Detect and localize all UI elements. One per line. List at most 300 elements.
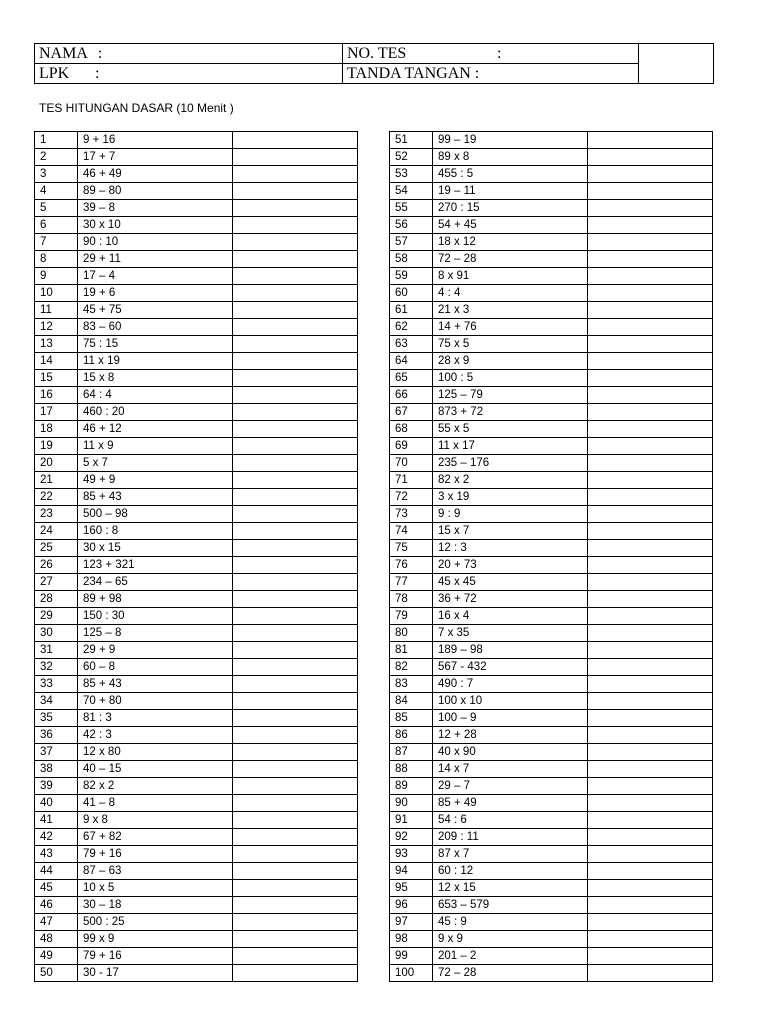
- question-number: 49: [35, 948, 78, 965]
- answer-cell[interactable]: [588, 540, 713, 557]
- answer-cell[interactable]: [233, 676, 358, 693]
- question-expression: 60 – 8: [78, 659, 233, 676]
- answer-cell[interactable]: [233, 591, 358, 608]
- question-expression: 100 : 5: [433, 370, 588, 387]
- question-row: [390, 455, 713, 472]
- question-number: 23: [35, 506, 78, 523]
- question-row: [390, 574, 713, 591]
- answer-cell[interactable]: [588, 149, 713, 166]
- question-number: 87: [390, 744, 433, 761]
- question-row: [35, 778, 358, 795]
- question-row: [35, 421, 358, 438]
- question-expression: 36 + 72: [433, 591, 588, 608]
- question-expression: 14 x 7: [433, 761, 588, 778]
- answer-cell[interactable]: [233, 302, 358, 319]
- question-row: [390, 438, 713, 455]
- question-number: 10: [35, 285, 78, 302]
- question-expression: 45 : 9: [433, 914, 588, 931]
- question-row: [35, 914, 358, 931]
- question-number: 60: [390, 285, 433, 302]
- answer-cell[interactable]: [588, 761, 713, 778]
- question-row: [390, 710, 713, 727]
- answer-cell[interactable]: [588, 897, 713, 914]
- answer-cell[interactable]: [588, 455, 713, 472]
- question-number: 74: [390, 523, 433, 540]
- answer-cell[interactable]: [233, 795, 358, 812]
- question-row: [390, 931, 713, 948]
- question-number: 51: [390, 132, 433, 149]
- answer-cell[interactable]: [588, 506, 713, 523]
- question-expression: 567 - 432: [433, 659, 588, 676]
- answer-cell[interactable]: [588, 829, 713, 846]
- question-number: 61: [390, 302, 433, 319]
- question-expression: 89 x 8: [433, 149, 588, 166]
- question-number: 13: [35, 336, 78, 353]
- question-row: [35, 863, 358, 880]
- answer-cell[interactable]: [233, 642, 358, 659]
- question-expression: 490 : 7: [433, 676, 588, 693]
- question-number: 99: [390, 948, 433, 965]
- answer-cell[interactable]: [233, 574, 358, 591]
- question-expression: 85 + 43: [78, 676, 233, 693]
- answer-cell[interactable]: [233, 710, 358, 727]
- answer-cell[interactable]: [233, 948, 358, 965]
- question-expression: 70 + 80: [78, 693, 233, 710]
- answer-cell[interactable]: [233, 183, 358, 200]
- question-row: [390, 863, 713, 880]
- answer-cell[interactable]: [233, 931, 358, 948]
- answer-cell[interactable]: [588, 200, 713, 217]
- question-expression: 45 x 45: [433, 574, 588, 591]
- question-expression: 30 - 17: [78, 965, 233, 982]
- question-expression: 45 + 75: [78, 302, 233, 319]
- question-expression: 100 x 10: [433, 693, 588, 710]
- question-row: [35, 948, 358, 965]
- answer-cell[interactable]: [588, 574, 713, 591]
- question-expression: 75 x 5: [433, 336, 588, 353]
- question-number: 46: [35, 897, 78, 914]
- question-number: 100: [390, 965, 433, 982]
- question-row: [390, 744, 713, 761]
- answer-cell[interactable]: [233, 744, 358, 761]
- answer-cell[interactable]: [233, 149, 358, 166]
- question-expression: 29 + 11: [78, 251, 233, 268]
- question-expression: 8 x 91: [433, 268, 588, 285]
- answer-cell[interactable]: [588, 591, 713, 608]
- test-title: TES HITUNGAN DASAR (10 Menit ): [39, 101, 234, 115]
- question-row: [35, 523, 358, 540]
- question-row: [35, 404, 358, 421]
- answer-cell[interactable]: [588, 183, 713, 200]
- answer-cell[interactable]: [588, 778, 713, 795]
- question-expression: 83 – 60: [78, 319, 233, 336]
- question-expression: 72 – 28: [433, 965, 588, 982]
- question-expression: 209 : 11: [433, 829, 588, 846]
- question-row: [35, 472, 358, 489]
- question-number: 3: [35, 166, 78, 183]
- answer-cell[interactable]: [233, 506, 358, 523]
- answer-cell[interactable]: [233, 863, 358, 880]
- answer-cell[interactable]: [233, 829, 358, 846]
- question-number: 63: [390, 336, 433, 353]
- question-expression: 87 x 7: [433, 846, 588, 863]
- answer-cell[interactable]: [233, 438, 358, 455]
- question-expression: 21 x 3: [433, 302, 588, 319]
- question-expression: 189 – 98: [433, 642, 588, 659]
- question-expression: 89 – 80: [78, 183, 233, 200]
- question-row: [35, 234, 358, 251]
- answer-cell[interactable]: [588, 285, 713, 302]
- answer-cell[interactable]: [233, 489, 358, 506]
- answer-cell[interactable]: [233, 540, 358, 557]
- question-expression: 234 – 65: [78, 574, 233, 591]
- answer-cell[interactable]: [588, 353, 713, 370]
- answer-cell[interactable]: [233, 727, 358, 744]
- answer-cell[interactable]: [233, 370, 358, 387]
- question-number: 88: [390, 761, 433, 778]
- question-expression: 12 : 3: [433, 540, 588, 557]
- question-row: [35, 574, 358, 591]
- question-expression: 29 – 7: [433, 778, 588, 795]
- question-number: 25: [35, 540, 78, 557]
- question-row: [390, 404, 713, 421]
- question-number: 18: [35, 421, 78, 438]
- question-expression: 99 x 9: [78, 931, 233, 948]
- answer-cell[interactable]: [588, 132, 713, 149]
- question-row: [35, 387, 358, 404]
- answer-cell[interactable]: [588, 863, 713, 880]
- question-expression: 81 : 3: [78, 710, 233, 727]
- question-number: 44: [35, 863, 78, 880]
- question-expression: 14 + 76: [433, 319, 588, 336]
- question-number: 15: [35, 370, 78, 387]
- question-expression: 54 + 45: [433, 217, 588, 234]
- answer-cell[interactable]: [588, 710, 713, 727]
- answer-cell[interactable]: [588, 387, 713, 404]
- question-number: 45: [35, 880, 78, 897]
- question-row: [390, 778, 713, 795]
- question-row: [390, 302, 713, 319]
- answer-cell[interactable]: [233, 404, 358, 421]
- question-number: 91: [390, 812, 433, 829]
- answer-cell[interactable]: [233, 200, 358, 217]
- answer-cell[interactable]: [588, 931, 713, 948]
- question-row: [35, 200, 358, 217]
- question-row: [390, 540, 713, 557]
- question-expression: 9 x 8: [78, 812, 233, 829]
- question-expression: 160 : 8: [78, 523, 233, 540]
- question-expression: 500 : 25: [78, 914, 233, 931]
- question-row: [390, 965, 713, 982]
- question-number: 28: [35, 591, 78, 608]
- question-row: [390, 387, 713, 404]
- answer-cell[interactable]: [233, 914, 358, 931]
- answer-cell[interactable]: [588, 523, 713, 540]
- answer-cell[interactable]: [588, 625, 713, 642]
- question-expression: 12 x 15: [433, 880, 588, 897]
- answer-cell[interactable]: [233, 387, 358, 404]
- answer-cell[interactable]: [588, 557, 713, 574]
- question-expression: 123 + 321: [78, 557, 233, 574]
- question-row: [35, 880, 358, 897]
- answer-cell[interactable]: [588, 846, 713, 863]
- question-expression: 125 – 8: [78, 625, 233, 642]
- question-expression: 4 : 4: [433, 285, 588, 302]
- answer-cell[interactable]: [588, 744, 713, 761]
- question-number: 79: [390, 608, 433, 625]
- question-expression: 16 x 4: [433, 608, 588, 625]
- question-number: 94: [390, 863, 433, 880]
- question-number: 62: [390, 319, 433, 336]
- answer-cell[interactable]: [588, 268, 713, 285]
- lpk-field[interactable]: [35, 64, 343, 84]
- question-number: 14: [35, 353, 78, 370]
- question-number: 58: [390, 251, 433, 268]
- answer-cell[interactable]: [588, 472, 713, 489]
- answer-cell[interactable]: [233, 132, 358, 149]
- question-row: [35, 608, 358, 625]
- answer-cell[interactable]: [588, 948, 713, 965]
- answer-cell[interactable]: [233, 659, 358, 676]
- question-row: [390, 268, 713, 285]
- answer-cell[interactable]: [233, 625, 358, 642]
- answer-cell[interactable]: [233, 472, 358, 489]
- question-number: 59: [390, 268, 433, 285]
- answer-cell[interactable]: [233, 166, 358, 183]
- question-row: [390, 336, 713, 353]
- question-row: [35, 166, 358, 183]
- answer-cell[interactable]: [588, 166, 713, 183]
- question-expression: 40 – 15: [78, 761, 233, 778]
- question-row: [35, 829, 358, 846]
- answer-cell[interactable]: [233, 778, 358, 795]
- question-number: 43: [35, 846, 78, 863]
- question-row: [390, 217, 713, 234]
- question-row: [35, 183, 358, 200]
- question-expression: 15 x 8: [78, 370, 233, 387]
- answer-cell[interactable]: [588, 336, 713, 353]
- answer-cell[interactable]: [588, 404, 713, 421]
- question-row: [390, 659, 713, 676]
- answer-cell[interactable]: [233, 285, 358, 302]
- question-row: [390, 812, 713, 829]
- answer-cell[interactable]: [233, 523, 358, 540]
- question-row: [390, 285, 713, 302]
- question-number: 6: [35, 217, 78, 234]
- question-row: [35, 489, 358, 506]
- question-number: 68: [390, 421, 433, 438]
- question-expression: 17 – 4: [78, 268, 233, 285]
- answer-cell[interactable]: [588, 489, 713, 506]
- question-expression: 7 x 35: [433, 625, 588, 642]
- question-number: 35: [35, 710, 78, 727]
- answer-cell[interactable]: [588, 217, 713, 234]
- question-number: 9: [35, 268, 78, 285]
- question-expression: 64 : 4: [78, 387, 233, 404]
- question-row: [390, 472, 713, 489]
- question-row: [390, 897, 713, 914]
- question-number: 39: [35, 778, 78, 795]
- question-number: 16: [35, 387, 78, 404]
- question-table-right: [389, 131, 713, 982]
- question-row: [35, 285, 358, 302]
- answer-cell[interactable]: [233, 812, 358, 829]
- question-row: [35, 438, 358, 455]
- question-number: 83: [390, 676, 433, 693]
- question-expression: 19 + 6: [78, 285, 233, 302]
- answer-cell[interactable]: [588, 914, 713, 931]
- question-row: [390, 251, 713, 268]
- tanda-tangan-field[interactable]: [343, 64, 639, 84]
- question-row: [35, 557, 358, 574]
- question-row: [35, 370, 358, 387]
- question-number: 85: [390, 710, 433, 727]
- answer-cell[interactable]: [588, 642, 713, 659]
- answer-cell[interactable]: [588, 727, 713, 744]
- question-row: [390, 149, 713, 166]
- answer-cell[interactable]: [233, 336, 358, 353]
- question-row: [35, 319, 358, 336]
- answer-cell[interactable]: [588, 659, 713, 676]
- question-expression: 9 x 9: [433, 931, 588, 948]
- question-expression: 41 – 8: [78, 795, 233, 812]
- question-expression: 79 + 16: [78, 948, 233, 965]
- answer-cell[interactable]: [233, 217, 358, 234]
- question-expression: 270 : 15: [433, 200, 588, 217]
- lpk-colon: :: [95, 64, 100, 82]
- question-expression: 17 + 7: [78, 149, 233, 166]
- question-expression: 15 x 7: [433, 523, 588, 540]
- answer-cell[interactable]: [233, 421, 358, 438]
- question-number: 52: [390, 149, 433, 166]
- answer-cell[interactable]: [233, 846, 358, 863]
- question-expression: 460 : 20: [78, 404, 233, 421]
- question-row: [35, 710, 358, 727]
- question-number: 95: [390, 880, 433, 897]
- answer-cell[interactable]: [588, 302, 713, 319]
- question-row: [390, 183, 713, 200]
- question-number: 66: [390, 387, 433, 404]
- question-number: 36: [35, 727, 78, 744]
- question-number: 26: [35, 557, 78, 574]
- answer-cell[interactable]: [233, 557, 358, 574]
- question-row: [35, 132, 358, 149]
- question-number: 11: [35, 302, 78, 319]
- question-row: [390, 676, 713, 693]
- question-number: 76: [390, 557, 433, 574]
- question-row: [390, 642, 713, 659]
- nama-colon: :: [97, 44, 103, 62]
- question-row: [35, 268, 358, 285]
- question-expression: 12 + 28: [433, 727, 588, 744]
- question-row: [35, 217, 358, 234]
- answer-cell[interactable]: [588, 880, 713, 897]
- question-expression: 89 + 98: [78, 591, 233, 608]
- answer-cell[interactable]: [588, 234, 713, 251]
- answer-cell[interactable]: [233, 251, 358, 268]
- question-expression: 30 x 10: [78, 217, 233, 234]
- question-number: 30: [35, 625, 78, 642]
- no-tes-field[interactable]: [343, 44, 639, 64]
- question-number: 54: [390, 183, 433, 200]
- answer-cell[interactable]: [233, 608, 358, 625]
- answer-cell[interactable]: [588, 693, 713, 710]
- question-number: 21: [35, 472, 78, 489]
- question-row: [390, 370, 713, 387]
- question-row: [390, 234, 713, 251]
- question-row: [35, 676, 358, 693]
- question-number: 55: [390, 200, 433, 217]
- question-row: [390, 132, 713, 149]
- question-table-left: [34, 131, 358, 982]
- question-row: [390, 693, 713, 710]
- question-row: [35, 897, 358, 914]
- question-number: 12: [35, 319, 78, 336]
- question-expression: 42 : 3: [78, 727, 233, 744]
- nama-field[interactable]: [35, 44, 343, 64]
- question-row: [390, 557, 713, 574]
- question-number: 40: [35, 795, 78, 812]
- question-expression: 11 x 19: [78, 353, 233, 370]
- answer-cell[interactable]: [588, 370, 713, 387]
- answer-cell[interactable]: [233, 319, 358, 336]
- question-expression: 85 + 43: [78, 489, 233, 506]
- answer-cell[interactable]: [233, 761, 358, 778]
- answer-cell[interactable]: [233, 353, 358, 370]
- question-number: 22: [35, 489, 78, 506]
- answer-cell[interactable]: [233, 965, 358, 982]
- answer-cell[interactable]: [588, 676, 713, 693]
- question-expression: 60 : 12: [433, 863, 588, 880]
- question-number: 67: [390, 404, 433, 421]
- question-number: 69: [390, 438, 433, 455]
- answer-cell[interactable]: [233, 455, 358, 472]
- question-number: 50: [35, 965, 78, 982]
- answer-cell[interactable]: [233, 897, 358, 914]
- question-number: 80: [390, 625, 433, 642]
- question-expression: 55 x 5: [433, 421, 588, 438]
- question-row: [390, 319, 713, 336]
- question-row: [390, 761, 713, 778]
- answer-cell[interactable]: [588, 965, 713, 982]
- question-number: 82: [390, 659, 433, 676]
- question-row: [390, 625, 713, 642]
- question-expression: 82 x 2: [78, 778, 233, 795]
- answer-cell[interactable]: [233, 880, 358, 897]
- question-number: 56: [390, 217, 433, 234]
- answer-cell[interactable]: [588, 438, 713, 455]
- answer-cell[interactable]: [588, 812, 713, 829]
- question-row: [390, 506, 713, 523]
- answer-cell[interactable]: [233, 268, 358, 285]
- question-row: [390, 914, 713, 931]
- question-number: 53: [390, 166, 433, 183]
- answer-cell[interactable]: [588, 608, 713, 625]
- answer-cell[interactable]: [233, 693, 358, 710]
- question-row: [35, 744, 358, 761]
- answer-cell[interactable]: [233, 234, 358, 251]
- blank-box: [639, 44, 714, 84]
- answer-cell[interactable]: [588, 251, 713, 268]
- question-expression: 39 – 8: [78, 200, 233, 217]
- question-number: 32: [35, 659, 78, 676]
- question-row: [35, 727, 358, 744]
- answer-cell[interactable]: [588, 795, 713, 812]
- question-expression: 11 x 9: [78, 438, 233, 455]
- answer-cell[interactable]: [588, 421, 713, 438]
- question-expression: 90 : 10: [78, 234, 233, 251]
- answer-cell[interactable]: [588, 319, 713, 336]
